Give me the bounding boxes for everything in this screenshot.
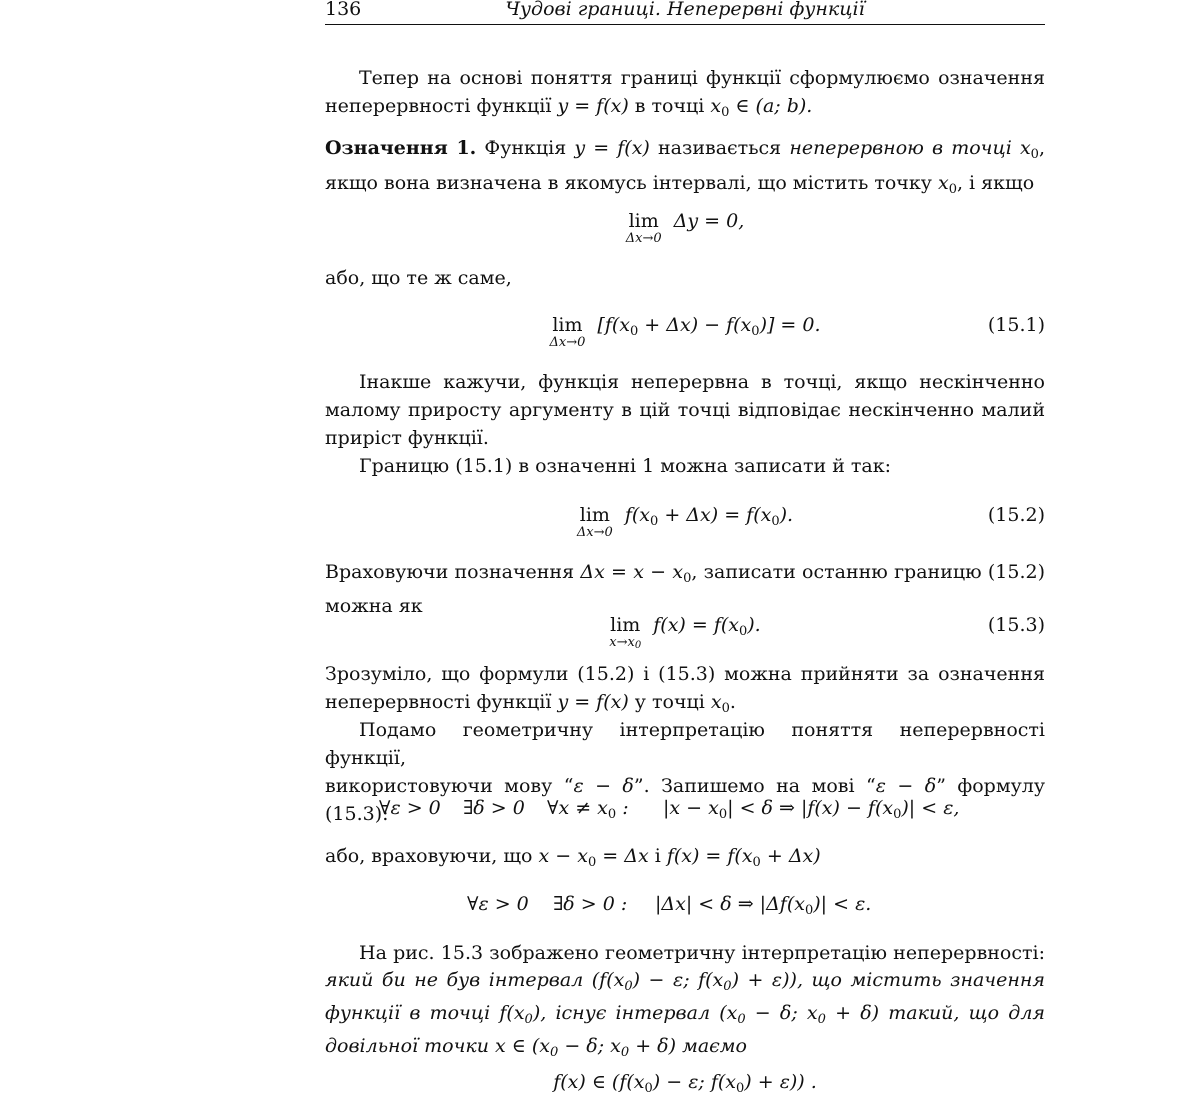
- subscript: 0: [634, 640, 642, 651]
- text: .: [729, 691, 736, 713]
- definition-line-1: [325, 134, 1045, 169]
- paragraph-limit-rewrite: [325, 452, 1045, 480]
- text: в точці: [628, 95, 711, 117]
- expr: )| < ε.: [813, 893, 872, 915]
- text: − δ; x: [558, 1035, 621, 1057]
- lim-subscript: Δx→0: [549, 335, 586, 350]
- condition-expression: [655, 890, 871, 925]
- formula-expression: [625, 504, 793, 533]
- text: використовуючи мову “: [325, 775, 574, 797]
- or-text: або, що те ж саме,: [325, 267, 512, 289]
- subscript: 0: [718, 807, 728, 822]
- text: називається: [649, 137, 790, 159]
- subscript: 0: [524, 1012, 533, 1027]
- lim-text: lim: [552, 314, 583, 336]
- figure-line-2: [325, 967, 1045, 1000]
- lim-subscript: Δx→0: [576, 525, 613, 540]
- expr: + Δx): [760, 845, 821, 867]
- definition-1: [325, 134, 1045, 204]
- subscript: 0: [737, 1012, 746, 1027]
- text: ,: [1038, 137, 1045, 159]
- quantifier-forall-eps: ∀ε > 0: [379, 797, 441, 819]
- formula-15-1: [325, 314, 1045, 350]
- subscript: 0: [948, 182, 957, 197]
- expr: |x − x: [663, 797, 719, 819]
- formula-expression: [653, 614, 760, 643]
- notation-line-1: [325, 558, 1045, 593]
- subscript: 0: [893, 807, 902, 822]
- subscript: 0: [620, 1045, 630, 1060]
- formula-expression: Δy = 0,: [673, 210, 745, 232]
- subscript: 0: [607, 807, 617, 822]
- figure-line-4: [325, 1033, 1045, 1066]
- math-eps-delta: ε − δ: [875, 775, 937, 797]
- expr: + Δx) = f(x: [658, 504, 772, 526]
- expr: | < δ ⇒ |f(x) − f(x: [727, 797, 894, 819]
- text: якщо вона визначена в якомусь інтервалі, що містить точку: [325, 172, 938, 194]
- text: , записати останню границю (15.2): [691, 561, 1046, 583]
- text: ”. Запишемо на мові “: [633, 775, 876, 797]
- expr: f(x) = f(x: [666, 845, 753, 867]
- paragraph-notation: [325, 558, 1045, 619]
- lim-subscript: Δx→0: [625, 231, 662, 246]
- text: довільної точки x ∈ (x: [325, 1035, 551, 1057]
- text: неперервності функції: [325, 691, 558, 713]
- figure-line-3: [325, 1000, 1045, 1033]
- subscript: 0: [771, 514, 780, 529]
- math-delta-x: Δx = x − x: [580, 561, 684, 583]
- lim-text: lim: [628, 210, 659, 232]
- formula-epsilon-delta-1: [325, 794, 1045, 822]
- intro-line-2: [325, 92, 1045, 127]
- defined-term: неперервною в точці x: [789, 137, 1031, 159]
- subscript: 0: [644, 1081, 653, 1096]
- running-header: [325, 0, 1045, 25]
- definition-line-2: [325, 169, 1045, 204]
- lim-subscript-text: x→x: [609, 635, 635, 650]
- page-number: 136: [325, 0, 362, 20]
- subscript: 0: [738, 624, 748, 639]
- subscript: 0: [736, 1081, 745, 1096]
- expr: :: [616, 797, 629, 819]
- text: неперервності функції: [325, 95, 558, 117]
- subscript: 0: [804, 903, 814, 918]
- subscript: 0: [550, 1045, 559, 1060]
- otherwise-text: Інакше кажучи, функція неперервна в точці, якщо нескінченно малому приросту аргументу в цій точці відповідає нескінченно малий приріст функції.: [325, 371, 1045, 449]
- lim-operator: [609, 614, 641, 653]
- text: ), існує інтервал (x: [532, 1002, 738, 1024]
- paragraph-intro: [325, 64, 1045, 127]
- intro-line-1: Тепер на основі поняття границі функції сформулюємо означення: [359, 67, 1045, 89]
- math-x: x: [710, 95, 722, 117]
- formula-epsilon-delta-2: [325, 890, 1045, 918]
- text: + δ) маємо: [629, 1035, 747, 1057]
- text: ” формулу (15.3):: [325, 775, 1046, 825]
- limit-rewrite-text: Границю (15.1) в означенні 1 можна записати й так:: [359, 455, 892, 477]
- figure-line-1: На рис. 15.3 зображено геометричну інтерпретацію неперервності:: [359, 942, 1045, 964]
- math-x: x: [937, 172, 949, 194]
- equation-number: (15.3): [987, 614, 1045, 636]
- expr: f(x: [624, 504, 651, 526]
- formula-15-2: [325, 504, 1045, 540]
- lim-operator: [549, 314, 585, 350]
- math-y-eq-fx: y = f(x): [557, 95, 629, 117]
- subscript: 0: [723, 979, 732, 994]
- text: , і якщо: [956, 172, 1035, 194]
- expr: ).: [779, 504, 794, 526]
- expr: f(x) = f(x: [653, 614, 739, 636]
- text: ) + ε)), що містить значення: [731, 969, 1045, 991]
- expr: ) − ε; f(x: [652, 1071, 736, 1093]
- quantifier-exists-delta: ∃δ > 0 :: [553, 893, 628, 915]
- formula-lim-delta-y: [325, 210, 1045, 246]
- subscript: 0: [752, 855, 761, 870]
- expr: |Δx| < δ ⇒ |Δf(x: [655, 893, 805, 915]
- text: який би не був інтервал (f(x: [325, 969, 625, 991]
- math-interval: ∈ (a; b).: [729, 95, 813, 117]
- text: Враховуючи позначення: [325, 561, 581, 583]
- expr: + Δx) − f(x: [638, 314, 752, 336]
- paragraph-formulas: [325, 660, 1045, 723]
- formula-expression: [553, 1071, 817, 1096]
- text: або, враховуючи, що: [325, 845, 539, 867]
- lim-text: lim: [579, 504, 610, 526]
- subscript: 0: [751, 324, 760, 339]
- quantifier-forall-x: [547, 794, 629, 829]
- quantifier-exists-delta: ∃δ > 0: [463, 797, 525, 819]
- math-y-eq-fx: y = f(x): [574, 137, 650, 159]
- text: ) − ε; f(x: [632, 969, 724, 991]
- text: + δ) такий, що для: [825, 1002, 1045, 1024]
- subscript: 0: [650, 514, 659, 529]
- text: функції в точці f(x: [325, 1002, 525, 1024]
- paragraph-figure: [325, 940, 1045, 1066]
- text: і: [648, 845, 667, 867]
- chapter-title: Чудові границі. Неперервні функції: [505, 0, 865, 20]
- lim-operator: [626, 210, 662, 246]
- formula-fx-in-interval: [325, 1068, 1045, 1103]
- subscript: 0: [624, 979, 633, 994]
- formula-15-3: [325, 614, 1045, 653]
- lim-subscript: [609, 636, 641, 653]
- subscript: 0: [1030, 147, 1039, 162]
- condition-expression: [663, 794, 959, 829]
- expr: ∀x ≠ x: [547, 797, 608, 819]
- text: у точці: [628, 691, 711, 713]
- considering-line: [325, 842, 1045, 877]
- expr: = Δx: [596, 845, 649, 867]
- expr: x − x: [538, 845, 588, 867]
- expr: ).: [747, 614, 761, 636]
- expr: [f(x: [597, 314, 630, 336]
- subscript: 0: [629, 324, 639, 339]
- paragraph-or: [325, 264, 1045, 292]
- expr: )] = 0.: [759, 314, 821, 336]
- subscript: 0: [721, 701, 730, 716]
- math-x: x: [710, 691, 722, 713]
- subscript: 0: [587, 855, 597, 870]
- quantifier-forall-eps: ∀ε > 0: [467, 893, 529, 915]
- expr: ) + ε)) .: [744, 1071, 817, 1093]
- equation-number: (15.1): [987, 314, 1045, 336]
- formula-expression: [597, 314, 820, 343]
- text: − δ; x: [745, 1002, 818, 1024]
- subscript: 0: [721, 105, 730, 120]
- geometric-line-1: Подамо геометричну інтерпретацію поняття неперервності функції,: [325, 719, 1045, 769]
- subscript: 0: [683, 571, 692, 586]
- book-page: [325, 0, 1045, 1096]
- paragraph-otherwise: [325, 368, 1045, 452]
- equation-number: (15.2): [987, 504, 1045, 526]
- paragraph-considering: [325, 842, 1045, 877]
- text: Функція: [476, 137, 575, 159]
- lim-operator: [577, 504, 613, 540]
- formulas-line-1: Зрозуміло, що формули (15.2) і (15.3) можна прийняти за означення: [325, 663, 1045, 685]
- expr: f(x) ∈ (f(x: [553, 1071, 645, 1093]
- subscript: 0: [817, 1012, 826, 1027]
- math-eps-delta: ε − δ: [573, 775, 634, 797]
- lim-text: lim: [610, 614, 641, 636]
- notation-line-2: можна як: [325, 595, 423, 617]
- definition-label: Означення 1.: [325, 137, 477, 159]
- math-y-eq-fx: y = f(x): [557, 691, 629, 713]
- expr: )| < ε,: [901, 797, 960, 819]
